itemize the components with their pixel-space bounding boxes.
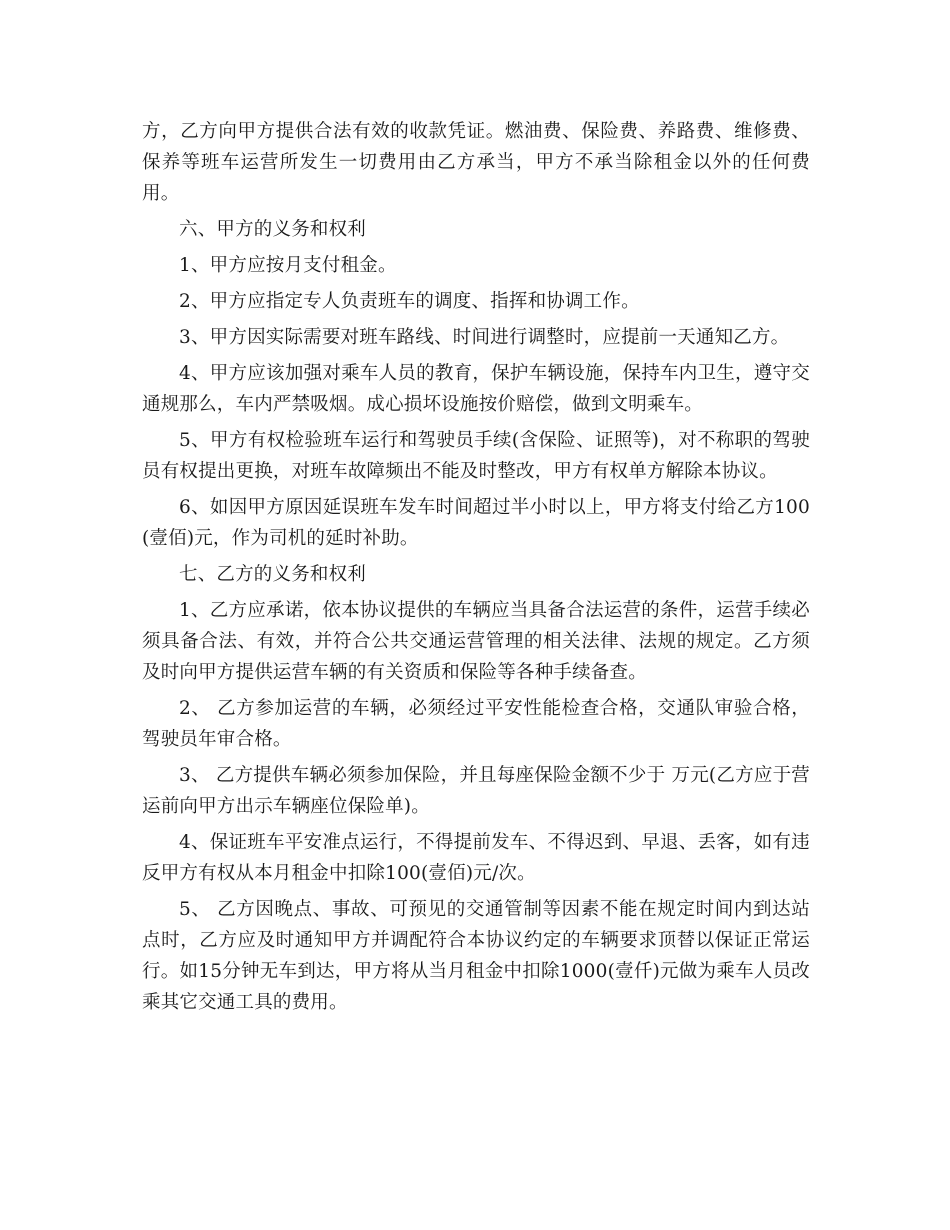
clause-b-2: 2、 乙方参加运营的车辆，必须经过平安性能检查合格，交通队审验合格，驾驶员年审合格。 (142, 698, 810, 750)
clause-b-5: 5、 乙方因晚点、事故、可预见的交通管制等因素不能在规定时间内到达站点时，乙方应及时通知甲方并调配符合本协议约定的车辆要求顶替以保证正常运行。如15分钟无车到达，甲方将从当月租金中扣除1000(壹仟)元做为乘车人员改乘其它交通工具的费用。 (142, 899, 810, 1013)
section-heading-party-b: 七、乙方的义务和权利 (179, 564, 367, 585)
clause-b-4: 4、保证班车平安准点运行，不得提前发车、不得迟到、早退、丢客，如有违反甲方有权从本月租金中扣除100(壹佰)元/次。 (142, 832, 810, 884)
clause-a-5: 5、甲方有权检验班车运行和驾驶员手续(含保险、证照等)，对不称职的驾驶员有权提出更换，对班车故障频出不能及时整改，甲方有权单方解除本协议。 (142, 430, 810, 482)
document-body (142, 116, 810, 1023)
paragraph-continuation: 方，乙方向甲方提供合法有效的收款凭证。燃油费、保险费、养路费、维修费、保养等班车运营所发生一切费用由乙方承当，甲方不承当除租金以外的任何费用。 (142, 121, 810, 204)
clause-a-4: 4、甲方应该加强对乘车人员的教育，保护车辆设施，保持车内卫生，遵守交通规那么，车内严禁吸烟。成心损坏设施按价赔偿，做到文明乘车。 (142, 363, 810, 415)
clause-b-3: 3、 乙方提供车辆必须参加保险，并且每座保险金额不少于 万元(乙方应于营运前向甲方出示车辆座位保险单)。 (142, 765, 810, 817)
clause-b-1: 1、乙方应承诺，依本协议提供的车辆应当具备合法运营的条件，运营手续必须具备合法、有效，并符合公共交通运营管理的相关法律、法规的规定。乙方须及时向甲方提供运营车辆的有关资质和保险等各种手续备查。 (142, 600, 810, 683)
clause-a-1: 1、甲方应按月支付租金。 (179, 255, 397, 276)
clause-a-2: 2、甲方应指定专人负责班车的调度、指挥和协调工作。 (179, 291, 640, 312)
clause-a-6: 6、如因甲方原因延误班车发车时间超过半小时以上，甲方将支付给乙方100(壹佰)元，作为司机的延时补助。 (142, 497, 810, 549)
clause-a-3: 3、甲方因实际需要对班车路线、时间进行调整时，应提前一天通知乙方。 (179, 327, 790, 348)
section-heading-party-a: 六、甲方的义务和权利 (179, 219, 367, 240)
